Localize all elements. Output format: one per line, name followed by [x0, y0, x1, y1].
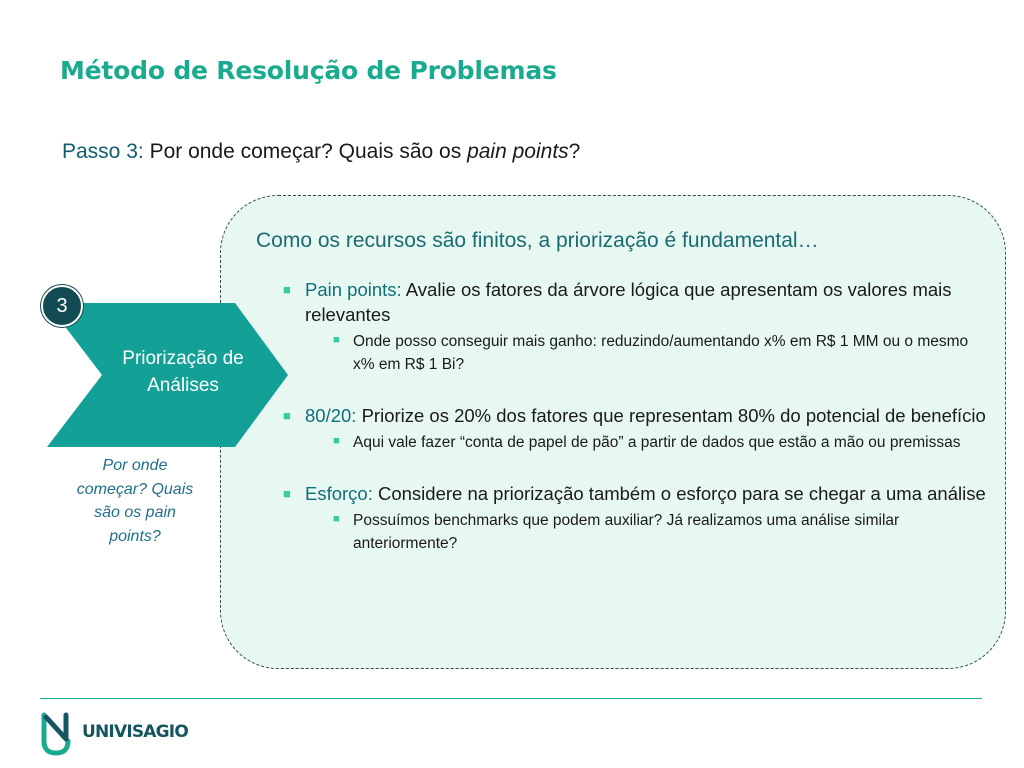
- stage-question-line: começar? Quais: [76, 480, 194, 498]
- bullet-item: [283, 481, 988, 506]
- square-bullet-icon: ■: [333, 334, 340, 346]
- square-bullet-icon: ■: [283, 408, 291, 423]
- sub-bullet-text: Aqui vale fazer “conta de papel de pão” a partir de dados que estão a mão ou premissas: [353, 434, 961, 451]
- bullet-keyword: Pain points:: [305, 279, 402, 300]
- stage-name: [108, 345, 258, 399]
- stage-name-line: Análises: [147, 375, 219, 396]
- bullet-keyword: 80/20:: [305, 405, 357, 426]
- stage-question-line: Por onde: [102, 457, 168, 474]
- step-number-badge: 3: [41, 285, 83, 327]
- stage-question-line: points?: [109, 527, 161, 545]
- bullet-list: [283, 277, 988, 555]
- step-question-start: Por onde começar? Quais são os: [149, 140, 468, 163]
- footer-divider: [40, 698, 982, 699]
- sub-bullet-item: [333, 509, 988, 555]
- sub-bullet-item: [333, 431, 988, 454]
- bullet-text: Priorize os 20% dos fatores que representam 80% do potencial de benefício: [356, 405, 986, 426]
- sub-bullet-text: Possuímos benchmarks que podem auxiliar? Já realizamos uma análise similar anteriormente?: [353, 512, 900, 552]
- stage-question-line: são os pain: [94, 504, 176, 521]
- sub-bullet-item: [333, 330, 988, 376]
- bullet-keyword: Esforço:: [305, 483, 373, 504]
- bullet-text: Avalie os fatores da árvore lógica que apresentam os valores mais relevantes: [305, 279, 952, 325]
- bullet-item: [283, 403, 988, 428]
- square-bullet-icon: ■: [333, 513, 340, 525]
- box-heading: Como os recursos são finitos, a priorização é fundamental…: [256, 229, 819, 252]
- step-question-italic: pain points: [467, 140, 569, 163]
- stage-question: [60, 454, 210, 548]
- step-label: Passo 3:: [62, 140, 144, 163]
- page-title: Método de Resolução de Problemas: [60, 56, 557, 85]
- step-heading: [62, 140, 580, 164]
- logo-wordmark: UNIVISAGIO: [82, 722, 188, 742]
- bullet-item: [283, 277, 988, 327]
- step-question-end: ?: [568, 140, 581, 163]
- stage-name-line: Priorização de: [122, 348, 244, 369]
- square-bullet-icon: ■: [283, 486, 291, 501]
- sub-bullet-text: Onde posso conseguir mais ganho: reduzindo/aumentando x% em R$ 1 MM ou o mesmo x% em R$ 1 Bi?: [353, 333, 969, 373]
- bullet-text: Considere na priorização também o esforço para se chegar a uma análise: [372, 483, 986, 504]
- square-bullet-icon: ■: [283, 282, 291, 297]
- square-bullet-icon: ■: [333, 435, 340, 447]
